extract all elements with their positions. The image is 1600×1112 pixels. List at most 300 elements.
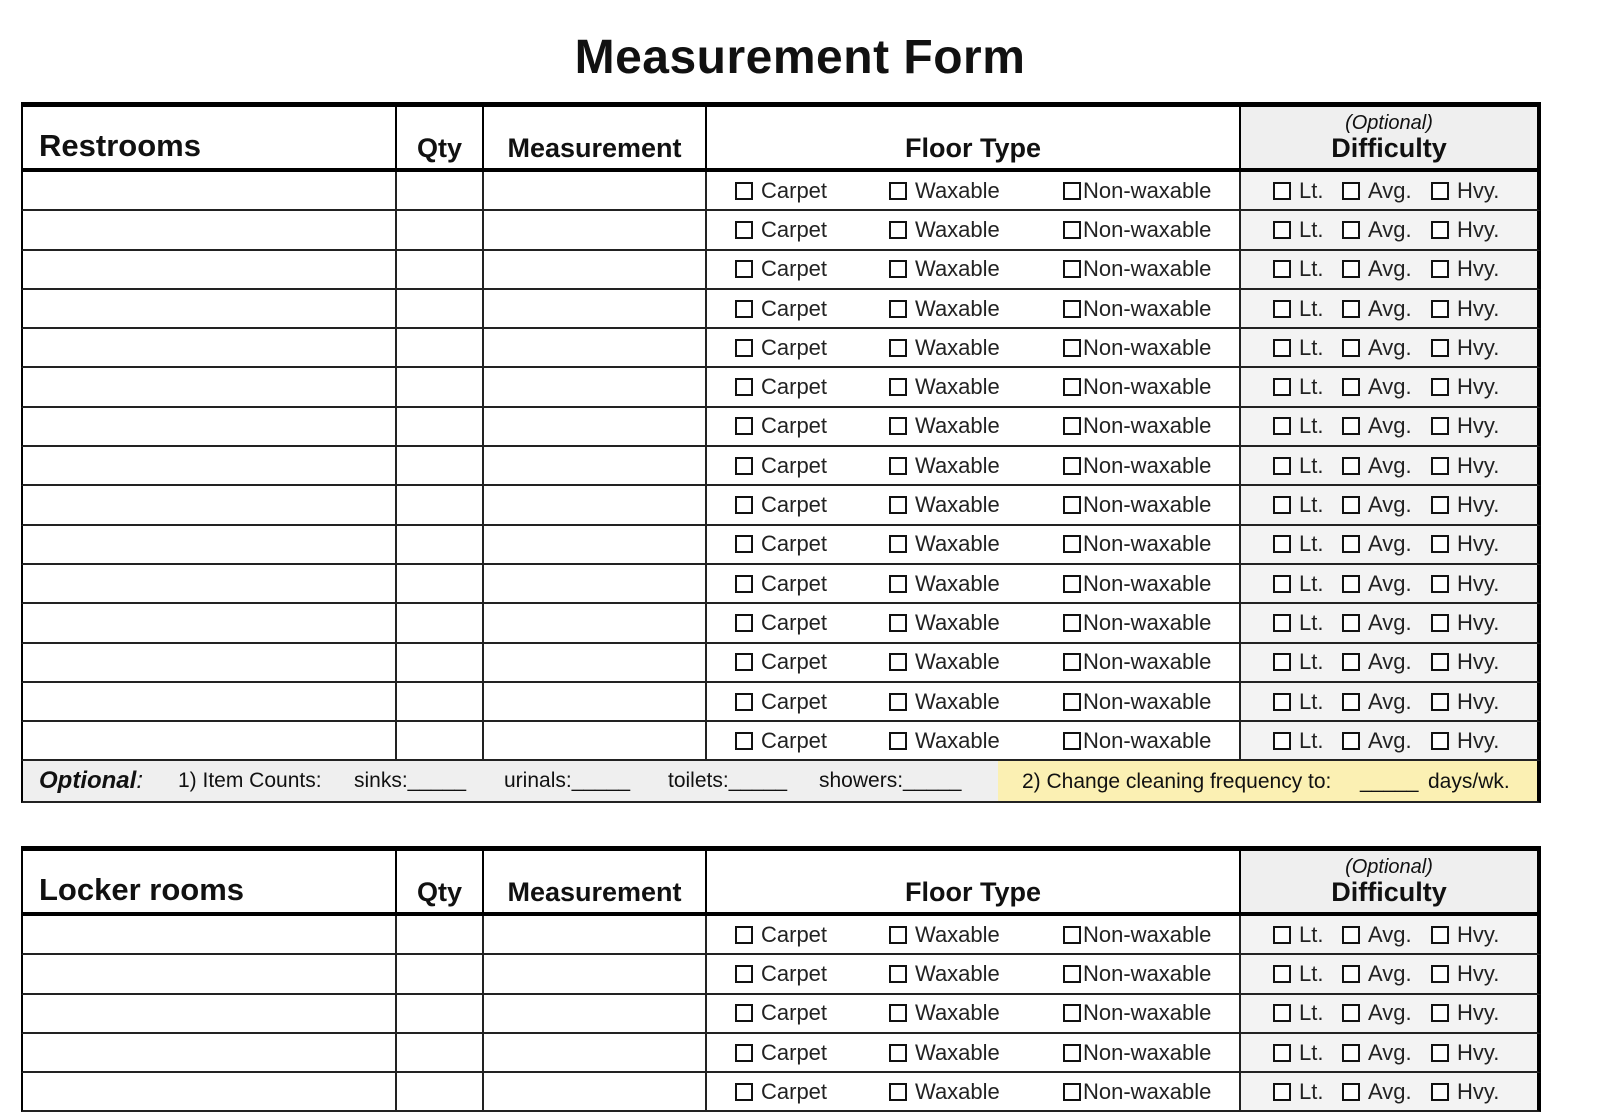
floor-option-non-waxable[interactable]: Non-waxable xyxy=(1063,1073,1211,1110)
checkbox-icon[interactable] xyxy=(1273,693,1291,711)
cell-name[interactable] xyxy=(23,722,397,759)
difficulty-option-lt[interactable]: Lt. xyxy=(1273,486,1323,523)
checkbox-icon[interactable] xyxy=(1431,965,1449,983)
cell-qty[interactable] xyxy=(397,1034,484,1071)
difficulty-option-avg[interactable]: Avg. xyxy=(1342,172,1412,209)
cell-measurement[interactable] xyxy=(484,955,707,992)
cell-name[interactable] xyxy=(23,955,397,992)
checkbox-icon[interactable] xyxy=(1273,575,1291,593)
floor-option-carpet[interactable]: Carpet xyxy=(735,408,827,445)
difficulty-option-hvy[interactable]: Hvy. xyxy=(1431,172,1499,209)
checkbox-icon[interactable] xyxy=(1273,965,1291,983)
checkbox-icon[interactable] xyxy=(1063,1083,1081,1101)
checkbox-icon[interactable] xyxy=(1342,653,1360,671)
floor-option-non-waxable[interactable]: Non-waxable xyxy=(1063,722,1211,759)
difficulty-option-lt[interactable]: Lt. xyxy=(1273,565,1323,602)
checkbox-icon[interactable] xyxy=(889,926,907,944)
floor-option-waxable[interactable]: Waxable xyxy=(889,995,1000,1032)
difficulty-option-hvy[interactable]: Hvy. xyxy=(1431,486,1499,523)
floor-option-waxable[interactable]: Waxable xyxy=(889,683,1000,720)
cell-name[interactable] xyxy=(23,211,397,248)
checkbox-icon[interactable] xyxy=(889,339,907,357)
floor-option-waxable[interactable]: Waxable xyxy=(889,368,1000,405)
difficulty-option-hvy[interactable]: Hvy. xyxy=(1431,722,1499,759)
checkbox-icon[interactable] xyxy=(889,614,907,632)
checkbox-icon[interactable] xyxy=(1063,965,1081,983)
cell-qty[interactable] xyxy=(397,368,484,405)
checkbox-icon[interactable] xyxy=(1063,653,1081,671)
checkbox-icon[interactable] xyxy=(1273,378,1291,396)
difficulty-option-avg[interactable]: Avg. xyxy=(1342,486,1412,523)
checkbox-icon[interactable] xyxy=(1431,260,1449,278)
checkbox-icon[interactable] xyxy=(1063,378,1081,396)
cell-measurement[interactable] xyxy=(484,995,707,1032)
difficulty-option-avg[interactable]: Avg. xyxy=(1342,447,1412,484)
checkbox-icon[interactable] xyxy=(735,182,753,200)
cell-measurement[interactable] xyxy=(484,722,707,759)
difficulty-option-lt[interactable]: Lt. xyxy=(1273,526,1323,563)
floor-option-non-waxable[interactable]: Non-waxable xyxy=(1063,683,1211,720)
floor-option-non-waxable[interactable]: Non-waxable xyxy=(1063,368,1211,405)
checkbox-icon[interactable] xyxy=(1431,575,1449,593)
floor-option-waxable[interactable]: Waxable xyxy=(889,916,1000,953)
checkbox-icon[interactable] xyxy=(735,417,753,435)
difficulty-option-avg[interactable]: Avg. xyxy=(1342,290,1412,327)
checkbox-icon[interactable] xyxy=(735,1083,753,1101)
difficulty-option-avg[interactable]: Avg. xyxy=(1342,368,1412,405)
difficulty-option-lt[interactable]: Lt. xyxy=(1273,644,1323,681)
difficulty-option-hvy[interactable]: Hvy. xyxy=(1431,916,1499,953)
checkbox-icon[interactable] xyxy=(735,575,753,593)
checkbox-icon[interactable] xyxy=(1273,732,1291,750)
cell-qty[interactable] xyxy=(397,565,484,602)
cell-qty[interactable] xyxy=(397,329,484,366)
difficulty-option-lt[interactable]: Lt. xyxy=(1273,447,1323,484)
difficulty-option-avg[interactable]: Avg. xyxy=(1342,604,1412,641)
floor-option-waxable[interactable]: Waxable xyxy=(889,329,1000,366)
cell-name[interactable] xyxy=(23,683,397,720)
cell-name[interactable] xyxy=(23,329,397,366)
checkbox-icon[interactable] xyxy=(1342,339,1360,357)
cell-qty[interactable] xyxy=(397,683,484,720)
cell-measurement[interactable] xyxy=(484,486,707,523)
cell-name[interactable] xyxy=(23,995,397,1032)
difficulty-option-avg[interactable]: Avg. xyxy=(1342,408,1412,445)
checkbox-icon[interactable] xyxy=(889,1004,907,1022)
checkbox-icon[interactable] xyxy=(1063,496,1081,514)
cell-measurement[interactable] xyxy=(484,172,707,209)
checkbox-icon[interactable] xyxy=(889,693,907,711)
checkbox-icon[interactable] xyxy=(1342,732,1360,750)
difficulty-option-avg[interactable]: Avg. xyxy=(1342,955,1412,992)
cell-measurement[interactable] xyxy=(484,604,707,641)
checkbox-icon[interactable] xyxy=(735,339,753,357)
cell-measurement[interactable] xyxy=(484,447,707,484)
difficulty-option-lt[interactable]: Lt. xyxy=(1273,995,1323,1032)
difficulty-option-hvy[interactable]: Hvy. xyxy=(1431,1034,1499,1071)
urinals-field[interactable]: urinals:_____ xyxy=(504,769,631,793)
checkbox-icon[interactable] xyxy=(889,575,907,593)
difficulty-option-hvy[interactable]: Hvy. xyxy=(1431,995,1499,1032)
floor-option-carpet[interactable]: Carpet xyxy=(735,565,827,602)
cell-measurement[interactable] xyxy=(484,683,707,720)
checkbox-icon[interactable] xyxy=(1342,1083,1360,1101)
checkbox-icon[interactable] xyxy=(735,926,753,944)
checkbox-icon[interactable] xyxy=(1273,457,1291,475)
floor-option-non-waxable[interactable]: Non-waxable xyxy=(1063,172,1211,209)
floor-option-non-waxable[interactable]: Non-waxable xyxy=(1063,526,1211,563)
difficulty-option-avg[interactable]: Avg. xyxy=(1342,526,1412,563)
difficulty-option-lt[interactable]: Lt. xyxy=(1273,290,1323,327)
floor-option-waxable[interactable]: Waxable xyxy=(889,1034,1000,1071)
checkbox-icon[interactable] xyxy=(1431,1044,1449,1062)
floor-option-waxable[interactable]: Waxable xyxy=(889,955,1000,992)
checkbox-icon[interactable] xyxy=(889,496,907,514)
checkbox-icon[interactable] xyxy=(1273,535,1291,553)
floor-option-carpet[interactable]: Carpet xyxy=(735,368,827,405)
checkbox-icon[interactable] xyxy=(1431,300,1449,318)
checkbox-icon[interactable] xyxy=(1273,1044,1291,1062)
checkbox-icon[interactable] xyxy=(1431,182,1449,200)
difficulty-option-hvy[interactable]: Hvy. xyxy=(1431,1073,1499,1110)
checkbox-icon[interactable] xyxy=(889,653,907,671)
cell-name[interactable] xyxy=(23,368,397,405)
checkbox-icon[interactable] xyxy=(889,457,907,475)
checkbox-icon[interactable] xyxy=(1431,693,1449,711)
cell-name[interactable] xyxy=(23,251,397,288)
difficulty-option-lt[interactable]: Lt. xyxy=(1273,329,1323,366)
floor-option-waxable[interactable]: Waxable xyxy=(889,408,1000,445)
cell-qty[interactable] xyxy=(397,1073,484,1110)
checkbox-icon[interactable] xyxy=(735,1044,753,1062)
difficulty-option-avg[interactable]: Avg. xyxy=(1342,1034,1412,1071)
difficulty-option-lt[interactable]: Lt. xyxy=(1273,683,1323,720)
cell-name[interactable] xyxy=(23,1034,397,1071)
checkbox-icon[interactable] xyxy=(1342,1004,1360,1022)
floor-option-carpet[interactable]: Carpet xyxy=(735,1073,827,1110)
checkbox-icon[interactable] xyxy=(735,693,753,711)
floor-option-waxable[interactable]: Waxable xyxy=(889,251,1000,288)
checkbox-icon[interactable] xyxy=(1273,653,1291,671)
checkbox-icon[interactable] xyxy=(1342,378,1360,396)
cell-qty[interactable] xyxy=(397,916,484,953)
floor-option-non-waxable[interactable]: Non-waxable xyxy=(1063,329,1211,366)
difficulty-option-lt[interactable]: Lt. xyxy=(1273,1073,1323,1110)
checkbox-icon[interactable] xyxy=(735,1004,753,1022)
checkbox-icon[interactable] xyxy=(1342,926,1360,944)
checkbox-icon[interactable] xyxy=(1431,339,1449,357)
checkbox-icon[interactable] xyxy=(1063,1004,1081,1022)
checkbox-icon[interactable] xyxy=(1273,496,1291,514)
floor-option-non-waxable[interactable]: Non-waxable xyxy=(1063,955,1211,992)
floor-option-non-waxable[interactable]: Non-waxable xyxy=(1063,447,1211,484)
cell-name[interactable] xyxy=(23,565,397,602)
checkbox-icon[interactable] xyxy=(735,378,753,396)
difficulty-option-avg[interactable]: Avg. xyxy=(1342,683,1412,720)
floor-option-waxable[interactable]: Waxable xyxy=(889,526,1000,563)
difficulty-option-hvy[interactable]: Hvy. xyxy=(1431,329,1499,366)
checkbox-icon[interactable] xyxy=(1431,496,1449,514)
checkbox-icon[interactable] xyxy=(1273,417,1291,435)
floor-option-waxable[interactable]: Waxable xyxy=(889,486,1000,523)
checkbox-icon[interactable] xyxy=(735,965,753,983)
checkbox-icon[interactable] xyxy=(1063,926,1081,944)
checkbox-icon[interactable] xyxy=(1431,1004,1449,1022)
cell-qty[interactable] xyxy=(397,722,484,759)
difficulty-option-hvy[interactable]: Hvy. xyxy=(1431,447,1499,484)
difficulty-option-avg[interactable]: Avg. xyxy=(1342,722,1412,759)
checkbox-icon[interactable] xyxy=(1342,417,1360,435)
checkbox-icon[interactable] xyxy=(889,182,907,200)
difficulty-option-lt[interactable]: Lt. xyxy=(1273,211,1323,248)
difficulty-option-lt[interactable]: Lt. xyxy=(1273,722,1323,759)
checkbox-icon[interactable] xyxy=(889,732,907,750)
checkbox-icon[interactable] xyxy=(735,496,753,514)
difficulty-option-hvy[interactable]: Hvy. xyxy=(1431,526,1499,563)
checkbox-icon[interactable] xyxy=(1063,339,1081,357)
cell-name[interactable] xyxy=(23,172,397,209)
checkbox-icon[interactable] xyxy=(1063,457,1081,475)
floor-option-carpet[interactable]: Carpet xyxy=(735,995,827,1032)
difficulty-option-lt[interactable]: Lt. xyxy=(1273,172,1323,209)
showers-field[interactable]: showers:_____ xyxy=(819,769,962,793)
floor-option-carpet[interactable]: Carpet xyxy=(735,916,827,953)
cell-qty[interactable] xyxy=(397,251,484,288)
floor-option-waxable[interactable]: Waxable xyxy=(889,290,1000,327)
floor-option-carpet[interactable]: Carpet xyxy=(735,644,827,681)
floor-option-waxable[interactable]: Waxable xyxy=(889,565,1000,602)
floor-option-non-waxable[interactable]: Non-waxable xyxy=(1063,290,1211,327)
checkbox-icon[interactable] xyxy=(1431,535,1449,553)
difficulty-option-lt[interactable]: Lt. xyxy=(1273,408,1323,445)
difficulty-option-hvy[interactable]: Hvy. xyxy=(1431,290,1499,327)
checkbox-icon[interactable] xyxy=(889,535,907,553)
cell-measurement[interactable] xyxy=(484,644,707,681)
difficulty-option-hvy[interactable]: Hvy. xyxy=(1431,211,1499,248)
checkbox-icon[interactable] xyxy=(1273,221,1291,239)
difficulty-option-hvy[interactable]: Hvy. xyxy=(1431,683,1499,720)
difficulty-option-hvy[interactable]: Hvy. xyxy=(1431,955,1499,992)
floor-option-waxable[interactable]: Waxable xyxy=(889,1073,1000,1110)
floor-option-non-waxable[interactable]: Non-waxable xyxy=(1063,251,1211,288)
difficulty-option-hvy[interactable]: Hvy. xyxy=(1431,644,1499,681)
floor-option-non-waxable[interactable]: Non-waxable xyxy=(1063,408,1211,445)
floor-option-carpet[interactable]: Carpet xyxy=(735,1034,827,1071)
floor-option-non-waxable[interactable]: Non-waxable xyxy=(1063,916,1211,953)
cell-name[interactable] xyxy=(23,604,397,641)
checkbox-icon[interactable] xyxy=(735,653,753,671)
checkbox-icon[interactable] xyxy=(1431,732,1449,750)
floor-option-non-waxable[interactable]: Non-waxable xyxy=(1063,644,1211,681)
checkbox-icon[interactable] xyxy=(1431,221,1449,239)
difficulty-option-hvy[interactable]: Hvy. xyxy=(1431,565,1499,602)
checkbox-icon[interactable] xyxy=(889,260,907,278)
floor-option-carpet[interactable]: Carpet xyxy=(735,329,827,366)
checkbox-icon[interactable] xyxy=(1273,926,1291,944)
floor-option-waxable[interactable]: Waxable xyxy=(889,722,1000,759)
cell-name[interactable] xyxy=(23,447,397,484)
checkbox-icon[interactable] xyxy=(1342,260,1360,278)
cell-measurement[interactable] xyxy=(484,329,707,366)
checkbox-icon[interactable] xyxy=(1431,614,1449,632)
cell-qty[interactable] xyxy=(397,486,484,523)
difficulty-option-lt[interactable]: Lt. xyxy=(1273,955,1323,992)
cell-measurement[interactable] xyxy=(484,1073,707,1110)
cell-measurement[interactable] xyxy=(484,408,707,445)
cell-measurement[interactable] xyxy=(484,251,707,288)
checkbox-icon[interactable] xyxy=(1431,1083,1449,1101)
floor-option-waxable[interactable]: Waxable xyxy=(889,604,1000,641)
checkbox-icon[interactable] xyxy=(1063,614,1081,632)
cell-qty[interactable] xyxy=(397,290,484,327)
checkbox-icon[interactable] xyxy=(889,1083,907,1101)
cell-name[interactable] xyxy=(23,290,397,327)
cell-measurement[interactable] xyxy=(484,565,707,602)
checkbox-icon[interactable] xyxy=(1063,260,1081,278)
difficulty-option-lt[interactable]: Lt. xyxy=(1273,1034,1323,1071)
floor-option-carpet[interactable]: Carpet xyxy=(735,251,827,288)
checkbox-icon[interactable] xyxy=(735,457,753,475)
floor-option-carpet[interactable]: Carpet xyxy=(735,683,827,720)
cell-qty[interactable] xyxy=(397,172,484,209)
difficulty-option-hvy[interactable]: Hvy. xyxy=(1431,408,1499,445)
floor-option-non-waxable[interactable]: Non-waxable xyxy=(1063,995,1211,1032)
cell-qty[interactable] xyxy=(397,447,484,484)
checkbox-icon[interactable] xyxy=(889,378,907,396)
cell-measurement[interactable] xyxy=(484,916,707,953)
floor-option-carpet[interactable]: Carpet xyxy=(735,955,827,992)
difficulty-option-avg[interactable]: Avg. xyxy=(1342,251,1412,288)
checkbox-icon[interactable] xyxy=(1342,614,1360,632)
checkbox-icon[interactable] xyxy=(1063,575,1081,593)
checkbox-icon[interactable] xyxy=(889,221,907,239)
floor-option-carpet[interactable]: Carpet xyxy=(735,290,827,327)
floor-option-waxable[interactable]: Waxable xyxy=(889,211,1000,248)
floor-option-carpet[interactable]: Carpet xyxy=(735,722,827,759)
floor-option-non-waxable[interactable]: Non-waxable xyxy=(1063,211,1211,248)
cell-qty[interactable] xyxy=(397,995,484,1032)
difficulty-option-avg[interactable]: Avg. xyxy=(1342,1073,1412,1110)
checkbox-icon[interactable] xyxy=(1063,535,1081,553)
checkbox-icon[interactable] xyxy=(735,535,753,553)
checkbox-icon[interactable] xyxy=(1273,1004,1291,1022)
floor-option-waxable[interactable]: Waxable xyxy=(889,447,1000,484)
checkbox-icon[interactable] xyxy=(889,1044,907,1062)
frequency-field[interactable]: _____ xyxy=(1360,770,1419,794)
checkbox-icon[interactable] xyxy=(1342,300,1360,318)
difficulty-option-avg[interactable]: Avg. xyxy=(1342,565,1412,602)
cell-qty[interactable] xyxy=(397,644,484,681)
checkbox-icon[interactable] xyxy=(1063,182,1081,200)
cell-name[interactable] xyxy=(23,916,397,953)
cell-measurement[interactable] xyxy=(484,211,707,248)
checkbox-icon[interactable] xyxy=(889,965,907,983)
checkbox-icon[interactable] xyxy=(1342,1044,1360,1062)
cell-name[interactable] xyxy=(23,644,397,681)
checkbox-icon[interactable] xyxy=(1431,457,1449,475)
checkbox-icon[interactable] xyxy=(1273,260,1291,278)
difficulty-option-lt[interactable]: Lt. xyxy=(1273,604,1323,641)
difficulty-option-hvy[interactable]: Hvy. xyxy=(1431,604,1499,641)
cell-name[interactable] xyxy=(23,486,397,523)
checkbox-icon[interactable] xyxy=(1431,378,1449,396)
floor-option-waxable[interactable]: Waxable xyxy=(889,172,1000,209)
checkbox-icon[interactable] xyxy=(1063,300,1081,318)
checkbox-icon[interactable] xyxy=(1063,693,1081,711)
cell-measurement[interactable] xyxy=(484,290,707,327)
checkbox-icon[interactable] xyxy=(1342,496,1360,514)
difficulty-option-avg[interactable]: Avg. xyxy=(1342,329,1412,366)
checkbox-icon[interactable] xyxy=(1342,457,1360,475)
checkbox-icon[interactable] xyxy=(1273,182,1291,200)
cell-name[interactable] xyxy=(23,1073,397,1110)
checkbox-icon[interactable] xyxy=(1431,926,1449,944)
checkbox-icon[interactable] xyxy=(1342,535,1360,553)
checkbox-icon[interactable] xyxy=(735,300,753,318)
difficulty-option-avg[interactable]: Avg. xyxy=(1342,644,1412,681)
floor-option-carpet[interactable]: Carpet xyxy=(735,211,827,248)
floor-option-non-waxable[interactable]: Non-waxable xyxy=(1063,565,1211,602)
sinks-field[interactable]: sinks:_____ xyxy=(354,769,467,793)
cell-measurement[interactable] xyxy=(484,526,707,563)
floor-option-carpet[interactable]: Carpet xyxy=(735,172,827,209)
cell-measurement[interactable] xyxy=(484,368,707,405)
checkbox-icon[interactable] xyxy=(1273,339,1291,357)
floor-option-carpet[interactable]: Carpet xyxy=(735,486,827,523)
checkbox-icon[interactable] xyxy=(1431,653,1449,671)
checkbox-icon[interactable] xyxy=(889,300,907,318)
checkbox-icon[interactable] xyxy=(1063,732,1081,750)
checkbox-icon[interactable] xyxy=(735,732,753,750)
checkbox-icon[interactable] xyxy=(735,221,753,239)
cell-qty[interactable] xyxy=(397,408,484,445)
checkbox-icon[interactable] xyxy=(1273,614,1291,632)
difficulty-option-lt[interactable]: Lt. xyxy=(1273,368,1323,405)
checkbox-icon[interactable] xyxy=(1342,182,1360,200)
checkbox-icon[interactable] xyxy=(1273,1083,1291,1101)
floor-option-waxable[interactable]: Waxable xyxy=(889,644,1000,681)
checkbox-icon[interactable] xyxy=(1342,693,1360,711)
difficulty-option-hvy[interactable]: Hvy. xyxy=(1431,251,1499,288)
difficulty-option-avg[interactable]: Avg. xyxy=(1342,211,1412,248)
difficulty-option-avg[interactable]: Avg. xyxy=(1342,995,1412,1032)
floor-option-non-waxable[interactable]: Non-waxable xyxy=(1063,486,1211,523)
difficulty-option-lt[interactable]: Lt. xyxy=(1273,251,1323,288)
floor-option-carpet[interactable]: Carpet xyxy=(735,526,827,563)
difficulty-option-avg[interactable]: Avg. xyxy=(1342,916,1412,953)
checkbox-icon[interactable] xyxy=(1063,221,1081,239)
checkbox-icon[interactable] xyxy=(1431,417,1449,435)
floor-option-non-waxable[interactable]: Non-waxable xyxy=(1063,1034,1211,1071)
checkbox-icon[interactable] xyxy=(1342,575,1360,593)
checkbox-icon[interactable] xyxy=(889,417,907,435)
cell-name[interactable] xyxy=(23,408,397,445)
cell-qty[interactable] xyxy=(397,604,484,641)
floor-option-non-waxable[interactable]: Non-waxable xyxy=(1063,604,1211,641)
checkbox-icon[interactable] xyxy=(1063,1044,1081,1062)
cell-measurement[interactable] xyxy=(484,1034,707,1071)
cell-qty[interactable] xyxy=(397,955,484,992)
difficulty-option-hvy[interactable]: Hvy. xyxy=(1431,368,1499,405)
floor-option-carpet[interactable]: Carpet xyxy=(735,447,827,484)
checkbox-icon[interactable] xyxy=(1273,300,1291,318)
cell-qty[interactable] xyxy=(397,526,484,563)
difficulty-option-lt[interactable]: Lt. xyxy=(1273,916,1323,953)
toilets-field[interactable]: toilets:_____ xyxy=(668,769,788,793)
checkbox-icon[interactable] xyxy=(1342,221,1360,239)
checkbox-icon[interactable] xyxy=(735,614,753,632)
checkbox-icon[interactable] xyxy=(1342,965,1360,983)
